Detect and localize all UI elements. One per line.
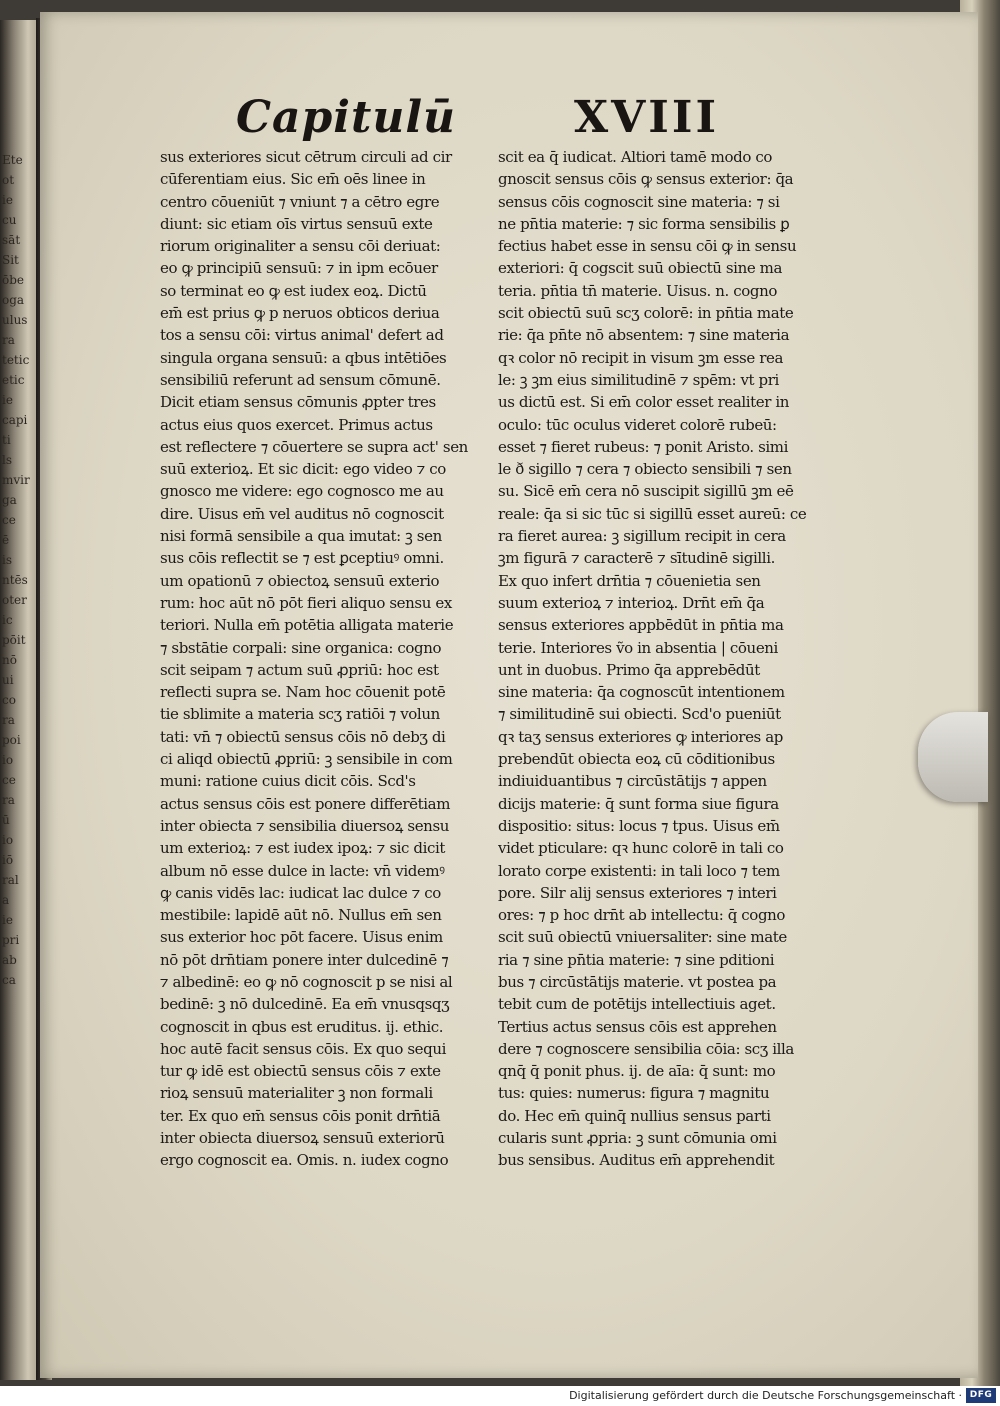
text-line: cularis sunt ꝓpria: ꝫ sunt cōmunia omi — [498, 1129, 777, 1148]
funding-note: Digitalisierung gefördert durch die Deutsche Forschungsgemeinschaft · — [569, 1389, 962, 1402]
text-line: indiuiduantibus ⁊ circūstātijs ⁊ appen — [498, 772, 767, 791]
text-line: ⁊ similitudinē sui obiecti. Scd'o pueniūt — [498, 705, 781, 724]
text-line: esset ⁊ fieret rubeus: ⁊ ponit Aristo. simi — [498, 437, 788, 456]
running-head-chapter: Capitulū — [236, 92, 457, 143]
text-line: so terminat eo ꝙ est iudex eoꝝ. Dictū — [160, 281, 427, 300]
facing-page-fragment: ca — [2, 973, 16, 987]
text-line: ergo cognoscit ea. Omis. n. iudex cogno — [160, 1151, 449, 1170]
facing-page-fragment: io — [2, 753, 14, 767]
facing-page-fragment: ic — [2, 613, 13, 627]
text-line: videt pticulare: qꝛ hunc colorē in tali co — [498, 839, 784, 858]
text-line: us dictū est. Si em̄ color esset realiter in — [498, 393, 790, 412]
text-line: scit suū obiectū vniuersaliter: sine mate — [498, 928, 787, 947]
facing-page-fragment: ra — [2, 333, 15, 347]
facing-page-fragment: poi — [2, 733, 21, 747]
text-line: Tertius actus sensus cōis est apprehen — [498, 1017, 777, 1036]
text-line: suum exterioꝝ ⁊ interioꝝ. Drn̄t em̄ q̄a — [498, 593, 765, 612]
text-line: ⁊ albedinē: eo ꝙ nō cognoscit p se nisi al — [160, 972, 453, 991]
text-line: album nō esse dulce in lacte: vn̄ videmꝰ — [160, 861, 445, 880]
text-line: unt in duobus. Primo q̄a apprebēdūt — [498, 660, 760, 679]
text-line: ria ⁊ sine pn̄tia materie: ⁊ sine pditioni — [498, 950, 775, 969]
text-line: um exterioꝝ: ⁊ est iudex ipoꝝ: ⁊ sic dicit — [160, 839, 446, 858]
text-line: hoc autē facit sensus cōis. Ex quo sequi — [160, 1039, 447, 1058]
text-line: dire. Uisus em̄ vel auditus nō cognoscit — [160, 504, 444, 523]
facing-page-fragment: is — [2, 553, 12, 567]
facing-page-fragment: sāt — [2, 233, 21, 247]
text-line: suū exterioꝝ. Et sic dicit: ego video ⁊ co — [160, 460, 446, 479]
text-line: sus exterior hoc pōt facere. Uisus enim — [160, 928, 443, 947]
facing-page-fragment: oter — [2, 593, 27, 607]
text-line: actus eius quos exercet. Primus actus — [160, 415, 433, 434]
facing-page-fragment: ui — [2, 673, 14, 687]
facing-page-fragment: etic — [2, 373, 25, 387]
text-line: qꝛ taʒ sensus exteriores ꝙ interiores ap — [498, 727, 783, 746]
text-line: pore. Silr alij sensus exteriores ⁊ interi — [498, 883, 777, 902]
facing-page-fragment: io — [2, 833, 14, 847]
text-line: tie sblimite a materia scʒ ratiōi ⁊ volun — [160, 705, 440, 724]
left-text-column — [160, 146, 490, 1172]
text-line: inter obiecta diuersoꝝ sensuū exteriorū — [160, 1129, 445, 1148]
text-line: dispositio: situs: locus ⁊ tpus. Uisus em̄ — [498, 816, 780, 835]
text-line: tus: quies: numerus: figura ⁊ magnitu — [498, 1084, 770, 1103]
text-line: bus ⁊ circūstātijs materie. vt postea pa — [498, 972, 777, 991]
facing-page-fragment: ū — [2, 813, 10, 827]
book-clip — [918, 712, 988, 802]
text-line: muni: ratione cuius dicit cōis. Scd's — [160, 772, 416, 791]
facing-page-fragment: Ete — [2, 153, 23, 167]
text-line: dere ⁊ cognoscere sensibilia cōia: scʒ illa — [498, 1039, 794, 1058]
text-line: tos a sensu cōi: virtus animal' defert ad — [160, 326, 444, 345]
facing-page-fragment: iō — [2, 853, 14, 867]
text-line: diunt: sic etiam oīs virtus sensuū exte — [160, 214, 433, 233]
text-line: teriori. Nulla em̄ potētia alligata materie — [160, 616, 454, 635]
text-line: sensus exteriores appbēdūt in pn̄tia ma — [498, 616, 784, 635]
page — [40, 12, 978, 1378]
text-line: est reflectere ⁊ cōuertere se supra act' sen — [160, 437, 468, 456]
facing-page-fragment: a — [2, 893, 10, 907]
text-line: rum: hoc aūt nō pōt fieri aliquo sensu ex — [160, 593, 452, 612]
facing-page-fragment: ce — [2, 773, 16, 787]
text-line: ci aliqd obiectū ꝓpriū: ꝫ sensibile in com — [160, 750, 453, 769]
text-line: gnoscit sensus cōis ꝙ sensus exterior: q̄a — [498, 170, 794, 189]
text-line: ra fieret aurea: ꝫ sigillum recipit in cera — [498, 527, 786, 546]
facing-page-fragment: Sit — [2, 253, 19, 267]
text-line: sine materia: q̄a cognoscūt intentionem — [498, 683, 785, 702]
facing-page-fragment: mvir — [2, 473, 30, 487]
right-text-column — [498, 146, 828, 1172]
text-line: ꝙ canis vidēs lac: iudicat lac dulce ⁊ co — [160, 883, 441, 902]
text-line: rie: q̄a pn̄te nō absentem: ⁊ sine materia — [498, 326, 790, 345]
text-line: inter obiecta ⁊ sensibilia diuersoꝝ sensu — [160, 816, 449, 835]
facing-page-fragment: ce — [2, 513, 16, 527]
text-line: gnosco me videre: ego cognosco me au — [160, 482, 444, 501]
facing-page-fragment: ot — [2, 173, 15, 187]
text-line: oculo: tūc oculus videret colorē rubeū: — [498, 415, 777, 434]
text-line: cūferentiam eius. Sic em̄ oēs linee in — [160, 170, 426, 189]
text-line: qnq̄ q̄ ponit phus. ij. de aīa: q̄ sunt: mo — [498, 1062, 776, 1081]
facing-page-fragment: pri — [2, 933, 20, 947]
text-line: sus cōis reflectit se ⁊ est ꝑceptiuꝰ omni. — [160, 549, 444, 568]
text-line: teria. pn̄tia tn̄ materie. Uisus. n. cogno — [498, 281, 778, 300]
text-line: tati: vn̄ ⁊ obiectū sensus cōis nō debʒ di — [160, 727, 446, 746]
text-line: prebendūt obiecta eoꝝ cū cōditionibus — [498, 750, 775, 769]
facing-page-fragment: capi — [2, 413, 28, 427]
text-line: singula organa sensuū: a qbus intētiōes — [160, 348, 447, 367]
text-line: scit obiectū suū scʒ colorē: in pn̄tia mate — [498, 304, 794, 323]
facing-page-fragment: ra — [2, 793, 15, 807]
text-line: ꝫm figurā ⁊ caracterē ⁊ sītudinē sigilli. — [498, 549, 775, 568]
facing-page-fragment: tetic — [2, 353, 30, 367]
text-line: le: ꝫ ꝫm eius similitudinē ⁊ spēm: vt pri — [498, 370, 779, 389]
text-line: terie. Interiores ṽo in absentia | cōueni — [498, 638, 778, 657]
text-line: sensus cōis cognoscit sine materia: ⁊ si — [498, 192, 780, 211]
text-line: reale: q̄a si sic tūc si sigillū esset aureū: ce — [498, 504, 807, 523]
text-line: bus sensibus. Auditus em̄ apprehendit — [498, 1151, 775, 1170]
text-line: ores: ⁊ p hoc drn̄t ab intellectu: q̄ cogno — [498, 906, 786, 925]
text-line: lorato corpe existenti: in tali loco ⁊ tem — [498, 861, 780, 880]
text-line: eo ꝙ principiū sensuū: ⁊ in ipm ecōuer — [160, 259, 438, 278]
dfg-logo: DFG — [966, 1388, 996, 1403]
footer-bar — [0, 1386, 1000, 1406]
facing-page-fragment: ie — [2, 393, 13, 407]
facing-page-fragment: ra — [2, 713, 15, 727]
facing-page-fragment: ē — [2, 533, 10, 547]
text-line: Dicit etiam sensus cōmunis ꝓpter tres — [160, 393, 436, 412]
facing-page-fragment: ōbe — [2, 273, 25, 287]
text-line: um opationū ⁊ obiectoꝝ sensuū exterio — [160, 571, 440, 590]
text-line: mestibile: lapidē aūt nō. Nullus em̄ sen — [160, 906, 442, 925]
text-line: cognoscit in qbus est eruditus. ij. ethic. — [160, 1017, 444, 1036]
text-line: fectius habet esse in sensu cōi ꝙ in sensu — [498, 237, 797, 256]
text-line: rioꝝ sensuū materialiter ꝫ non formali — [160, 1084, 433, 1103]
running-head-number: XVIII — [574, 92, 720, 143]
facing-page-fragment: ti — [2, 433, 11, 447]
text-line: dicijs materie: q̄ sunt forma siue figura — [498, 794, 779, 813]
text-line: scit ea q̄ iudicat. Altiori tamē modo co — [498, 148, 772, 166]
facing-page-fragment: ie — [2, 913, 13, 927]
facing-page-fragment: ab — [2, 953, 17, 967]
facing-page-fragment: cu — [2, 213, 17, 227]
facing-page-fragment: ral — [2, 873, 19, 887]
text-line: le ð sigillo ⁊ cera ⁊ obiecto sensibili ⁊ sen — [498, 460, 792, 479]
text-line: ne pn̄tia materie: ⁊ sic forma sensibilis ꝑ — [498, 214, 790, 233]
text-line: qꝛ color nō recipit in visum ꝫm esse rea — [498, 348, 783, 367]
text-line: ⁊ sbstātie corpali: sine organica: cogno — [160, 638, 442, 657]
facing-page-fragment: ntēs — [2, 573, 28, 587]
text-line: tur ꝙ idē est obiectū sensus cōis ⁊ exte — [160, 1062, 441, 1081]
text-line: centro cōueniūt ⁊ vniunt ⁊ a cētro egre — [160, 192, 440, 211]
text-line: exteriori: q̄ cogscit suū obiectū sine ma — [498, 259, 783, 278]
text-line: ter. Ex quo em̄ sensus cōis ponit drn̄tiā — [160, 1106, 441, 1125]
facing-page-fragment: pōit — [2, 633, 26, 647]
text-line: sus exteriores sicut cētrum circuli ad cir — [160, 148, 452, 166]
text-line: scit seipam ⁊ actum suū ꝓpriū: hoc est — [160, 660, 439, 679]
facing-page-text-fragments — [2, 150, 34, 1150]
text-line: riorum originaliter a sensu cōi deriuat: — [160, 237, 441, 256]
text-line: nisi formā sensibile a qua imutat: ꝫ sen — [160, 527, 442, 546]
text-line: em̄ est prius ꝙ p neruos obticos deriua — [160, 304, 440, 323]
text-line: actus sensus cōis est ponere differētiam — [160, 794, 451, 813]
text-line: su. Sicē em̄ cera nō suscipit sigillū ꝫm eē — [498, 482, 794, 501]
facing-page-fragment: nō — [2, 653, 17, 667]
text-line: do. Hec em̄ quinq̄ nullius sensus parti — [498, 1106, 771, 1125]
facing-page-fragment: ulus — [2, 313, 28, 327]
text-line: bedinē: ꝫ nō dulcedinē. Ea em̄ vnusqsqʒ — [160, 995, 450, 1014]
facing-page-fragment: ga — [2, 493, 17, 507]
facing-page-fragment: co — [2, 693, 16, 707]
facing-page-fragment: ls — [2, 453, 12, 467]
facing-page-fragment: oga — [2, 293, 25, 307]
text-line: nō pōt drn̄tiam ponere inter dulcedinē ⁊ — [160, 950, 449, 969]
text-line: sensibiliū referunt ad sensum cōmunē. — [160, 370, 441, 389]
text-line: reflecti supra se. Nam hoc cōuenit potē — [160, 683, 446, 702]
facing-page-fragment: ie — [2, 193, 13, 207]
text-line: Ex quo infert drn̄tia ⁊ cōuenietia sen — [498, 571, 761, 590]
text-line: tebit cum de potētijs intellectiuis aget. — [498, 995, 776, 1014]
